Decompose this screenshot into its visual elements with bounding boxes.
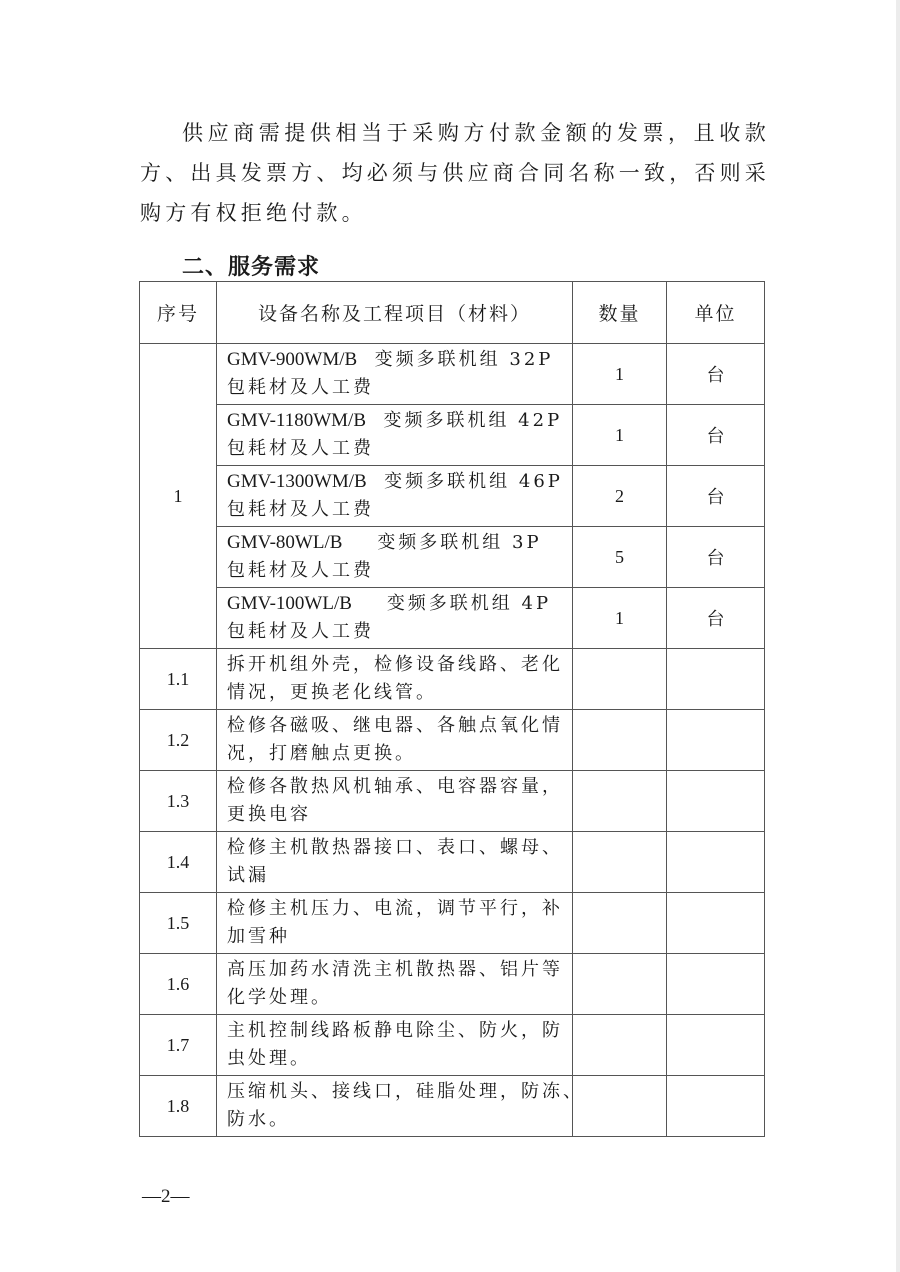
task-unit [667, 1076, 765, 1137]
item-unit: 台 [667, 405, 765, 466]
table-row [140, 832, 765, 893]
task-quantity [573, 1015, 667, 1076]
task-line-1: 高压加药水清洗主机散热器、铝片等 [227, 959, 563, 980]
row-seq: 1.4 [140, 832, 217, 893]
item-unit: 台 [667, 466, 765, 527]
task-quantity [573, 1076, 667, 1137]
task-quantity [573, 649, 667, 710]
task-line-1: 检修各磁吸、继电器、各触点氧化情 [227, 715, 563, 736]
task-line-2: 更换电容 [227, 804, 311, 825]
service-requirements-table [139, 281, 765, 1137]
table-row [140, 588, 765, 649]
task-description [217, 1015, 573, 1076]
task-line-1: 检修主机压力、电流，调节平行，补 [227, 898, 563, 919]
task-quantity [573, 893, 667, 954]
task-line-2: 化学处理。 [227, 987, 332, 1008]
item-note: 包耗材及人工费 [227, 438, 374, 459]
item-note: 包耗材及人工费 [227, 377, 374, 398]
item-unit: 台 [667, 527, 765, 588]
item-model: GMV-1300WM/B [227, 471, 367, 492]
item-quantity: 1 [573, 405, 667, 466]
task-line-2: 防水。 [227, 1109, 290, 1130]
task-line-1: 检修主机散热器接口、表口、螺母、 [227, 837, 563, 858]
table-row [140, 771, 765, 832]
item-note: 包耗材及人工费 [227, 560, 374, 581]
task-line-1: 拆开机组外壳，检修设备线路、老化 [227, 654, 563, 675]
table-row [140, 527, 765, 588]
task-description [217, 710, 573, 771]
task-unit [667, 710, 765, 771]
task-description [217, 893, 573, 954]
item-spec: 变频多联机组 32P [374, 349, 554, 370]
task-description [217, 954, 573, 1015]
item-model: GMV-1180WM/B [227, 410, 366, 431]
item-quantity: 1 [573, 588, 667, 649]
task-line-2: 情况，更换老化线管。 [227, 682, 437, 703]
task-line-1: 检修各散热风机轴承、电容器容量， [227, 776, 563, 797]
item-spec: 变频多联机组 3P [377, 532, 542, 553]
row-seq: 1.7 [140, 1015, 217, 1076]
item-spec: 变频多联机组 4P [386, 593, 552, 614]
table-row [140, 954, 765, 1015]
task-line-1: 压缩机头、接线口，硅脂处理，防冻、 [227, 1081, 584, 1102]
table-row [140, 893, 765, 954]
item-description [217, 466, 573, 527]
item-note: 包耗材及人工费 [227, 499, 374, 520]
task-line-2: 虫处理。 [227, 1048, 311, 1069]
item-description [217, 405, 573, 466]
header-seq: 序号 [140, 282, 217, 344]
table-row [140, 344, 765, 405]
item-model: GMV-80WL/B [227, 532, 343, 553]
table-row [140, 1076, 765, 1137]
row-seq: 1.8 [140, 1076, 217, 1137]
task-line-2: 加雪种 [227, 926, 290, 947]
task-unit [667, 649, 765, 710]
task-unit [667, 1015, 765, 1076]
task-unit [667, 771, 765, 832]
row-seq: 1.5 [140, 893, 217, 954]
table-header-row [140, 282, 765, 344]
table-row [140, 1015, 765, 1076]
task-quantity [573, 954, 667, 1015]
item-spec: 变频多联机组 46P [384, 471, 563, 492]
header-item-name: 设备名称及工程项目（材料） [217, 282, 573, 344]
item-quantity: 1 [573, 344, 667, 405]
task-description [217, 832, 573, 893]
item-unit: 台 [667, 344, 765, 405]
task-quantity [573, 771, 667, 832]
item-model: GMV-900WM/B [227, 349, 358, 370]
table-row [140, 649, 765, 710]
task-description [217, 771, 573, 832]
table-row [140, 466, 765, 527]
task-quantity [573, 710, 667, 771]
page-number: —2— [142, 1186, 190, 1207]
task-unit [667, 954, 765, 1015]
row-seq: 1.3 [140, 771, 217, 832]
table-row [140, 405, 765, 466]
task-quantity [573, 832, 667, 893]
task-unit [667, 832, 765, 893]
item-quantity: 2 [573, 466, 667, 527]
section-heading: 二、服务需求 [182, 255, 321, 280]
item-description [217, 527, 573, 588]
page-edge-shadow [896, 0, 900, 1272]
item-model: GMV-100WL/B [227, 593, 352, 614]
item-description [217, 588, 573, 649]
item-spec: 变频多联机组 42P [383, 410, 563, 431]
row-seq: 1.2 [140, 710, 217, 771]
task-line-2: 试漏 [227, 865, 269, 886]
item-unit: 台 [667, 588, 765, 649]
row-seq: 1.6 [140, 954, 217, 1015]
item-description [217, 344, 573, 405]
task-line-1: 主机控制线路板静电除尘、防火，防 [227, 1020, 563, 1041]
task-description [217, 1076, 584, 1137]
row-seq: 1.1 [140, 649, 217, 710]
task-description [217, 649, 573, 710]
intro-paragraph: 供应商需提供相当于采购方付款金额的发票，且收款方、出具发票方、均必须与供应商合同名称一致，否则采购方有权拒绝付款。 [140, 121, 770, 225]
header-quantity: 数量 [573, 282, 667, 344]
task-line-2: 况，打磨触点更换。 [227, 743, 416, 764]
table-row [140, 710, 765, 771]
item-note: 包耗材及人工费 [227, 621, 374, 642]
item-quantity: 5 [573, 527, 667, 588]
header-unit: 单位 [667, 282, 765, 344]
task-unit [667, 893, 765, 954]
row-seq: 1 [140, 344, 217, 649]
